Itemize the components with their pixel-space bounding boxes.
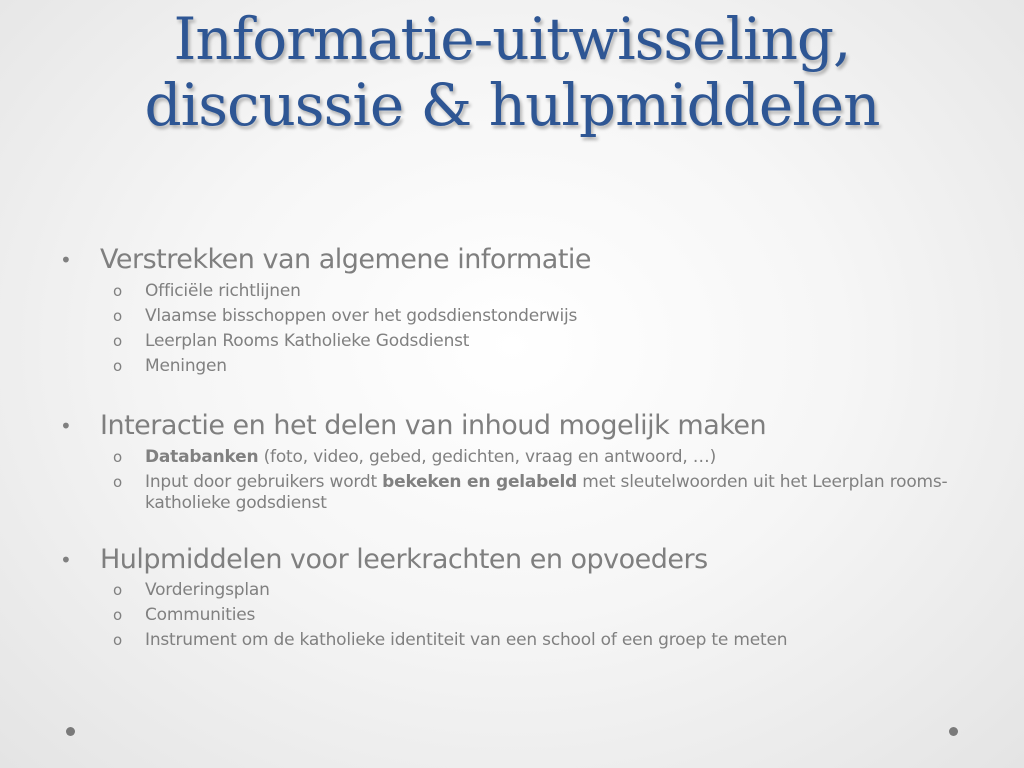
list-item-pre: Input door gebruikers wordt <box>145 472 383 492</box>
list-item: Meningen <box>145 356 227 376</box>
sub-bullet-icon: o <box>113 448 123 466</box>
list-item-bold: bekeken en gelabeld <box>382 472 578 492</box>
section-heading: Verstrekken van algemene informatie <box>100 244 592 275</box>
bullet-icon: • <box>60 548 72 572</box>
list-item: Vorderingsplan <box>145 580 270 600</box>
slide-title-line-1: Informatie-uitwisseling, <box>173 5 851 73</box>
list-item: Vlaamse bisschoppen over het godsdienstonderwijs <box>145 306 578 326</box>
list-item: Leerplan Rooms Katholieke Godsdienst <box>145 331 470 351</box>
sub-bullet-icon: o <box>113 282 123 300</box>
sub-bullet-icon: o <box>113 473 123 491</box>
list-item-bold: Databanken <box>145 447 259 467</box>
slide-title-line-2: discussie & hulpmiddelen <box>144 71 880 139</box>
list-item <box>145 472 965 514</box>
sub-bullet-icon: o <box>113 581 123 599</box>
corner-dot-icon <box>66 727 75 736</box>
list-item: Officiële richtlijnen <box>145 281 301 301</box>
list-item-rest: (foto, video, gebed, gedichten, vraag en antwoord, …) <box>258 447 717 467</box>
sub-bullet-icon: o <box>113 606 123 624</box>
sub-bullet-icon: o <box>113 357 123 375</box>
section-heading: Hulpmiddelen voor leerkrachten en opvoeders <box>100 544 708 575</box>
list-item <box>145 447 965 468</box>
list-item: Instrument om de katholieke identiteit van een school of een groep te meten <box>145 630 788 650</box>
corner-dot-icon <box>949 727 958 736</box>
list-item: Communities <box>145 605 256 625</box>
sub-bullet-icon: o <box>113 631 123 649</box>
sub-bullet-icon: o <box>113 307 123 325</box>
bullet-icon: • <box>60 414 72 438</box>
list-item-rest: met sleutelwoorden uit het Leerplan rooms-katholieke godsdienst <box>145 472 948 513</box>
sub-bullet-icon: o <box>113 332 123 350</box>
bullet-icon: • <box>60 248 72 272</box>
section-heading: Interactie en het delen van inhoud mogelijk maken <box>100 410 767 441</box>
